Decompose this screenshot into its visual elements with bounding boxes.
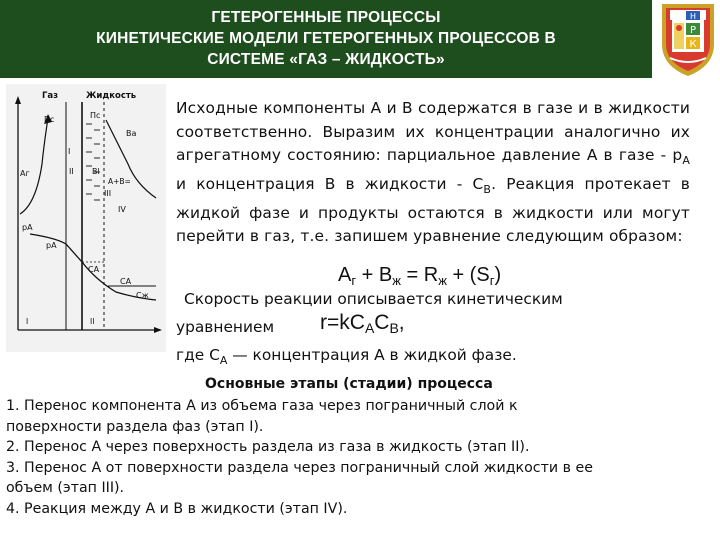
rate-formula (320, 311, 405, 336)
rate-formula-sub-a: A (364, 320, 375, 336)
logo-letter-n: Н (689, 12, 697, 21)
diagram-label-ba: Ва (126, 129, 137, 138)
header-title-line3: СИСТЕМЕ «ГАЗ – ЖИДКОСТЬ» (207, 51, 445, 68)
rate-formula-sub-b: B (389, 320, 399, 336)
rate-text-line1: Скорость реакции описывается кинетическим (184, 290, 563, 308)
concentration-profile-diagram (6, 84, 166, 352)
diagram-label-stage-2: II (69, 167, 74, 176)
header-title-line1: ГЕТЕРОГЕННЫЕ ПРОЦЕССЫ (211, 9, 441, 26)
eq-r-sub: ж (438, 273, 447, 288)
diagram-label-cl: Сж (136, 291, 149, 300)
paragraph-line3: аналогично их агрегатному состоянию: парциальное (176, 122, 690, 165)
eq-a-sub: г (351, 273, 357, 288)
diagram-label-stage-1: I (68, 147, 71, 156)
diagram-label-ca-interface: СА (88, 265, 100, 274)
paragraph-sub-b: B (483, 182, 492, 196)
where-sub: A (219, 354, 228, 368)
eq-s-sub: г (489, 273, 495, 288)
paragraph-line2: жидкости соответственно. Выразим их концентрации (176, 99, 690, 141)
eq-plus2: + ( (446, 264, 477, 286)
college-logo (656, 0, 720, 78)
diagram-label-ca: СА (120, 277, 132, 286)
eq-r: R (423, 264, 439, 286)
where-suffix: — концентрация А в жидкой фазе. (227, 346, 517, 364)
paragraph-line7: запишем уравнение следующим образом: (334, 227, 683, 246)
paragraph-line5a: C (472, 174, 484, 193)
eq-b: В (378, 264, 393, 286)
paragraph-sub-a: A (682, 154, 690, 168)
stage-line: 3. Перенос А от поверхности раздела через пограничный слой жидкости в ее (6, 459, 593, 476)
where-definition (176, 346, 517, 367)
diagram-label-zone-2: II (90, 317, 95, 326)
stage-line: объем (этап III). (6, 480, 125, 497)
diagram-label-ps-liquid: Пс (90, 111, 101, 120)
diagram-label-reaction: А+В= (108, 177, 131, 186)
diagram-gas-flow-arrow (20, 118, 48, 214)
eq-a: А (338, 264, 352, 286)
stages-title: Основные этапы (стадии) процесса (205, 376, 493, 392)
diagram-label-zone-1: I (26, 317, 29, 326)
slide-header (0, 0, 652, 78)
paragraph-line4a: давление А в газе - p (501, 146, 683, 165)
rate-text-line2: уравнением (176, 318, 275, 336)
paragraph-line5b: . Реакция протекает в жидкой фазе и продукты (176, 174, 690, 222)
reaction-equation (338, 264, 501, 288)
logo-letter-k: К (689, 39, 697, 50)
eq-close: ) (494, 264, 502, 286)
stage-line: поверхности раздела фаз (этап I). (6, 418, 264, 435)
stage-line: 4. Реакция между А и В в жидкости (этап IV). (6, 500, 348, 517)
eq-s: S (476, 264, 490, 286)
eq-b-sub: ж (392, 273, 401, 288)
paragraph-line6: остаются в жидкости или могут перейти в газ, т.е. (176, 203, 690, 246)
rate-formula-end: , (398, 311, 405, 334)
rate-formula-mid: C (374, 311, 390, 334)
diagram-label-stage-4: IV (118, 205, 126, 214)
description-paragraph (176, 97, 690, 249)
concentration-profile-figure (6, 84, 166, 352)
diagram-label-gas: Газ (42, 91, 59, 101)
logo-letter-r: Р (689, 25, 697, 36)
diagram-label-pa-interface: рА (46, 241, 57, 250)
eq-equals: = (400, 264, 424, 286)
diagram-label-liquid: Жидкость (86, 91, 137, 101)
diagram-label-pa: рА (22, 223, 33, 232)
stage-line: 1. Перенос компонента А из объема газа через пограничный слой к (6, 398, 518, 414)
rate-formula-prefix: r=kC (320, 311, 365, 334)
stages-list (6, 396, 646, 520)
diagram-label-bl: Вl (92, 167, 100, 176)
diagram-label-ps-gas: Пс (44, 115, 55, 124)
diagram-label-stage-3: III (104, 189, 112, 198)
paragraph-line1: Исходные компоненты А и В содержатся в газе и в (176, 99, 603, 117)
stage-line: 2. Перенос А через поверхность раздела из газа в жидкость (этап II). (6, 439, 530, 456)
diagram-label-ag: Аг (20, 169, 30, 178)
paragraph-line4b: и концентрация В в жидкости - (176, 174, 463, 193)
shield-logo-icon (656, 0, 720, 78)
header-title-line2: КИНЕТИЧЕСКИЕ МОДЕЛИ ГЕТЕРОГЕННЫХ ПРОЦЕССОВ В (96, 30, 556, 47)
eq-plus1: + (356, 264, 379, 286)
where-prefix: где C (176, 346, 220, 364)
